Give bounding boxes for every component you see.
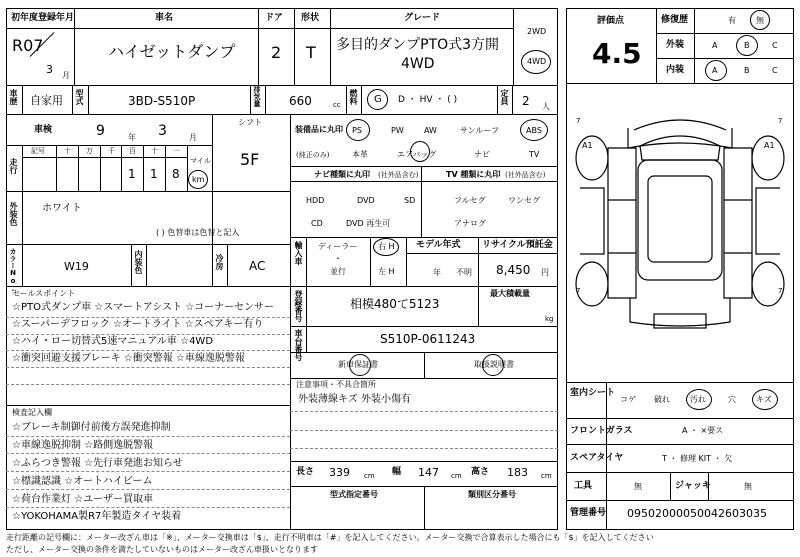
height-label: 高さ [471, 467, 490, 477]
footer-note-2: ただし、メーター交換の条件を満たしていないものはメーター改ざん車扱いとなります [6, 545, 318, 554]
reg-month: 3 [46, 63, 53, 76]
jack-label: ジャッキ [675, 481, 711, 491]
bracket-bottom-left: 7 [576, 287, 581, 295]
inspection-line-1: ☆ブレーキ制御付前後方誤発進抑制 [12, 422, 171, 433]
capacity-value: 2 [522, 94, 530, 108]
right-h: 右 H [378, 242, 395, 251]
navi-cd: CD [311, 219, 323, 228]
repair-option-no: 無 [756, 16, 764, 25]
digit-header-3: 千 [108, 147, 115, 155]
digit-header-4: 百 [129, 147, 136, 155]
model-year-unit: 年 [433, 268, 441, 277]
mileage-label: 走行 [9, 158, 18, 174]
history-label: 車歴 [9, 89, 18, 105]
sales-point-line-1: ☆PTO式ダンプ車 ☆スマートアシスト ☆コーナーセンサー [12, 302, 274, 313]
body-shape: T [306, 43, 316, 62]
shift-value: 5F [240, 150, 260, 169]
navi-sd: SD [404, 196, 416, 205]
max-load-label: 最大積載量 [490, 289, 530, 298]
max-load-unit: kg [545, 315, 554, 323]
inspection-line-3: ☆ふらつき警報 ☆先行車発進お知らせ [12, 458, 183, 469]
score-label: 評価点 [597, 16, 625, 26]
capacity-unit: 人 [542, 102, 550, 111]
navi-dvd-play: DVD 再生可 [346, 219, 391, 228]
category-number-label: 類別区分番号 [468, 490, 516, 499]
car-name-label: 車名 [155, 13, 174, 23]
equipment-sub: (純正のみ) [296, 151, 330, 159]
registration-value: 相模480て5123 [350, 297, 440, 311]
type-number-label: 型式指定番号 [330, 490, 378, 499]
equip-airbag: エアバッグ [397, 150, 437, 159]
score-value: 4.5 [592, 37, 642, 70]
shaken-month: 3 [158, 123, 167, 139]
inspection-line-6: ☆YOKOHAMA製R7年製造タイヤ装着 [12, 511, 182, 522]
color-code-label: カラーNo. [9, 248, 17, 293]
seat-hole: 穴 [728, 395, 736, 404]
tv-type-label: TV 種類に丸印 [446, 170, 501, 179]
interior-grade-a: A [712, 66, 718, 75]
jack-value: 無 [744, 482, 752, 491]
grade-label: グレード [404, 13, 441, 23]
exterior-grade-b: B [744, 41, 750, 50]
exterior-color-value: ホワイト [42, 203, 82, 214]
door-label: ドア [265, 13, 283, 23]
seat-scratch: キズ [756, 395, 772, 404]
bracket-top-left: 7 [576, 117, 581, 125]
displacement-label: 排気量 [253, 86, 261, 107]
bracket-bottom-right: 7 [778, 287, 783, 295]
history-value: 自家用 [30, 94, 63, 107]
registration-label: 登録番号 [294, 290, 303, 322]
displacement-value: 660 [289, 94, 312, 108]
equip-navi: ナビ [474, 150, 490, 159]
width-unit: cm [451, 472, 462, 480]
damage-mark-right: A1 [764, 141, 775, 150]
equip-abs: ABS [526, 126, 542, 135]
fuel-others: D ・ HV ・ ( ) [398, 95, 458, 105]
color-change-note: ( ) 色替車は色替と記入 [156, 228, 240, 237]
navi-hdd: HDD [306, 196, 325, 205]
management-label: 管理番号 [570, 508, 607, 518]
inspection-label: 検査記入欄 [12, 408, 52, 417]
tools-value: 無 [634, 482, 642, 491]
recycle-label: リサイクル預託金 [482, 240, 553, 250]
chassis-value: S510P-0611243 [380, 332, 476, 346]
car-damage-diagram [568, 108, 792, 358]
ac-value: AC [249, 259, 266, 273]
equip-leather: 本革 [352, 150, 368, 159]
model-value: 3BD-S510P [128, 94, 196, 108]
notes-label: 注意事項・不具合箇所 [296, 380, 376, 389]
import-label: 輸入車 [294, 241, 303, 265]
equip-aw: AW [424, 126, 437, 135]
sales-point-line-2: ☆スーパーデフロック ☆オートライト ☆スペアキー有り [12, 319, 264, 330]
digit-value-6: 8 [172, 167, 180, 181]
displacement-unit: cc [333, 101, 341, 109]
navi-type-sub: (社外品含む) [378, 171, 419, 179]
interior-color-label: 内装色 [134, 250, 143, 274]
interior-seat-label: 室内シート [570, 388, 616, 398]
equip-pw: PW [391, 126, 404, 135]
km-label: km [192, 175, 205, 184]
repair-history-label: 修復歴 [661, 15, 689, 25]
inspection-line-4: ☆標識認識 ☆オートハイビーム [12, 476, 153, 487]
tv-type-sub: (社外品含む) [505, 171, 546, 179]
door-count: 2 [271, 43, 282, 62]
ac-label: 冷房 [215, 254, 224, 270]
import-dealer: ディーラー [318, 242, 358, 251]
exterior-grade-a: A [712, 41, 718, 50]
digit-header-5: 十 [151, 147, 158, 155]
spare-tire-value: T ・ 修理 KIT ・ 欠 [662, 454, 733, 463]
shift-label: シフト [238, 118, 262, 127]
digit-value-5: 1 [150, 167, 158, 181]
sales-points-label: セールスポイント [12, 289, 76, 298]
sales-point-line-3: ☆ハイ・ロー切替式5速マニュアル車 ☆4WD [12, 336, 214, 347]
owners-manual: 取扱説明書 [474, 360, 514, 369]
shaken-label: 車検 [34, 125, 53, 135]
interior-grade-label: 内装 [666, 65, 685, 75]
shaken-month-unit: 月 [189, 133, 197, 142]
notes-value: 外装薄線キズ 外装小傷有 [298, 394, 411, 405]
reg-month-unit: 月 [62, 71, 70, 80]
grade-line-2: 4WD [401, 56, 435, 72]
seat-tear: 破れ [654, 395, 670, 404]
color-code-value: W19 [64, 260, 89, 273]
footer-note-1: 走行距離の記号欄に：メーター改ざん車は「※」、メーター交換車は「$」、走行不明車は「#」を記入してください。メーター交換で合算表示した場合にも「$」を記入してください [6, 533, 654, 542]
sales-point-line-4: ☆衝突回避支援ブレーキ ☆衝突警報 ☆車線逸脱警報 [12, 353, 245, 364]
car-name: ハイゼットダンプ [108, 42, 236, 61]
width-value: 147 [418, 466, 439, 479]
spare-tire-label: スペアタイヤ [570, 453, 624, 463]
import-parallel: 並行 [330, 267, 346, 276]
navi-dvd: DVD [357, 196, 375, 205]
length-label: 長さ [296, 467, 315, 477]
height-unit: cm [541, 472, 552, 480]
shaken-year: 9 [96, 123, 105, 139]
import-dot: ・ [334, 254, 342, 263]
exterior-color-label: 外装色 [9, 202, 18, 226]
recycle-unit: 円 [541, 268, 549, 277]
interior-grade-b: B [744, 66, 750, 75]
windshield-value: A ・ ×要ス [682, 426, 724, 435]
height-value: 183 [507, 466, 528, 479]
seat-scorch: コゲ [620, 395, 636, 404]
reg-era: R07 [12, 36, 44, 55]
equip-ps: PS [352, 126, 362, 135]
model-label: 型式 [75, 89, 84, 105]
inspection-line-2: ☆車線逸脱抑制 ☆路側逸脱警報 [12, 440, 154, 451]
seat-stain: 汚れ [690, 395, 706, 404]
digit-header-6: 一 [173, 147, 180, 155]
tv-oneseg: ワンセグ [508, 196, 540, 205]
length-unit: cm [364, 472, 375, 480]
model-year-label: モデル年式 [416, 240, 461, 250]
management-value: 09502000050042603035 [627, 507, 767, 520]
bracket-top-right: 7 [778, 117, 783, 125]
width-label: 幅 [392, 467, 402, 477]
left-h: 左 H [378, 267, 395, 276]
digit-header-2: 万 [86, 147, 93, 155]
recycle-value: 8,450 [496, 263, 531, 277]
fuel-g: G [374, 94, 382, 105]
tv-fullseg: フルセグ [454, 196, 486, 205]
new-car-warranty: 新車保証書 [338, 360, 378, 369]
equip-tv: TV [529, 150, 540, 159]
windshield-label: フロントガラス [570, 426, 633, 436]
navi-type-label: ナビ種類に丸印 [314, 170, 370, 179]
grade-line-1: 多目的ダンプPTO式3方開 [336, 37, 500, 53]
digit-header-0: 記号 [31, 147, 45, 155]
digit-header-1: 十 [64, 147, 71, 155]
exterior-grade-c: C [772, 41, 778, 50]
tv-analog: アナログ [454, 219, 486, 228]
shape-label: 形状 [301, 13, 320, 23]
drive-2wd: 2WD [527, 27, 547, 36]
digit-value-4: 1 [128, 167, 136, 181]
chassis-label: 車台番号 [294, 329, 303, 361]
inspection-line-5: ☆荷台作業灯 ☆ユーザー買取車 [12, 494, 154, 505]
shaken-year-unit: 年 [128, 133, 136, 142]
tools-label: 工具 [574, 481, 593, 491]
mile-label: マイル [190, 157, 211, 165]
repair-option-yes: 有 [728, 16, 736, 25]
reg-year-label: 初年度登録年月 [11, 13, 75, 23]
model-year-value: 不明 [456, 268, 472, 277]
length-value: 339 [329, 466, 350, 479]
damage-mark-left: A1 [582, 141, 593, 150]
exterior-grade-label: 外装 [666, 40, 685, 50]
capacity-label: 定員 [500, 89, 509, 105]
drive-4wd: 4WD [527, 57, 547, 66]
equip-sunroof: サンルーフ [460, 126, 499, 135]
equipment-label: 装備品に丸印 [295, 125, 343, 134]
interior-grade-c: C [772, 66, 778, 75]
fuel-label: 燃料 [349, 89, 358, 105]
